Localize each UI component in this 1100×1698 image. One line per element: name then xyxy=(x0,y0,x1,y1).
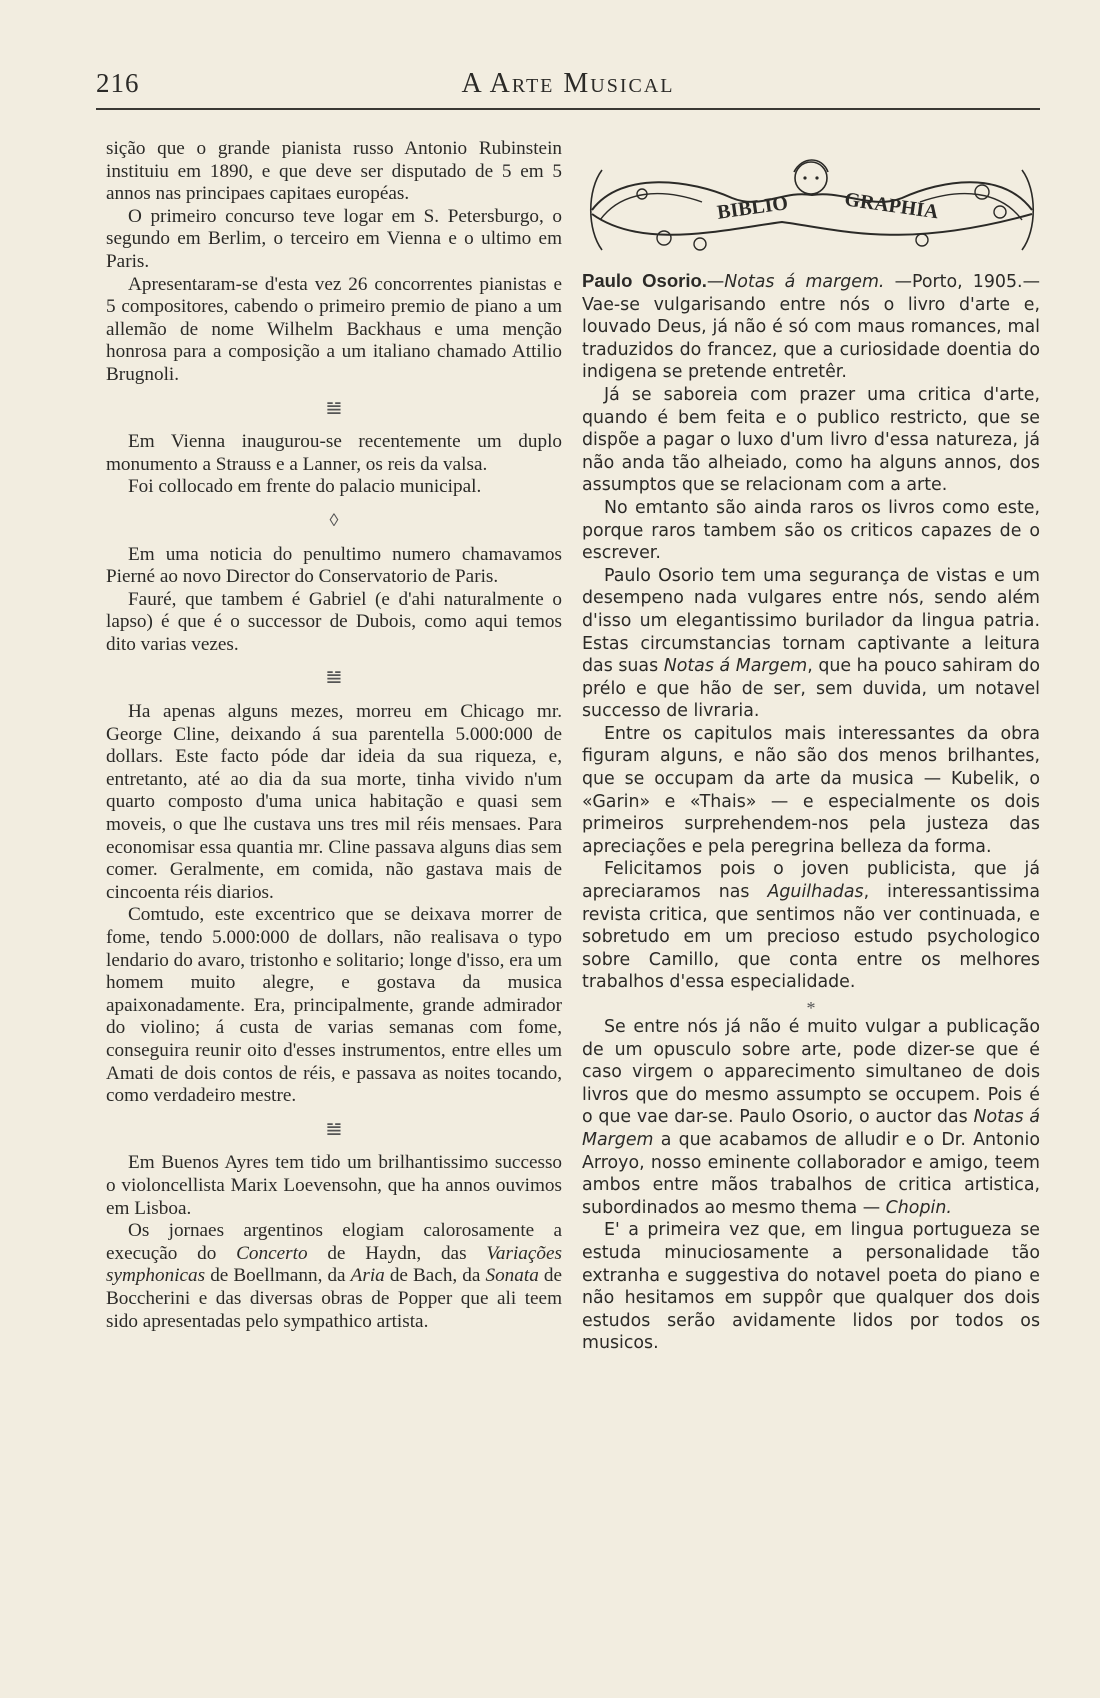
author-name: Paulo Osorio. xyxy=(582,270,707,291)
asterisk-icon: * xyxy=(806,998,816,1018)
text-run: , que ha pouco sahiram do prélo e que hão de ser, sem duvida, um notavel successo de livraria. xyxy=(582,656,1040,722)
book-title: Chopin. xyxy=(885,1197,952,1218)
text-run: de Boccherini e das diversas obras de Popper que ali teem sido apresentadas pelo sympathico artista. xyxy=(106,1265,562,1332)
running-title: A Arte Musical xyxy=(461,68,675,99)
star-separator xyxy=(582,1000,1040,1016)
article-paragraph: Em uma noticia do penultimo numero chamavamos Pierné ao novo Director do Conservatorio de Paris. xyxy=(106,543,562,588)
diamond-separator xyxy=(106,509,562,532)
page-header xyxy=(96,68,1040,108)
article-paragraph: Apresentaram-se d'esta vez 26 concorrentes pianistas e 5 compositores, cabendo o primeiro premio de piano a um allemão de nome Wilhelm Backhaus e uma menção honrosa para a composição a um italiano chamado Attilio Brugnoli. xyxy=(106,273,562,385)
work-title: Sonata xyxy=(485,1265,539,1287)
review-paragraph: E' a primeira vez que, em lingua portugueza se estuda minuciosamente a personalidade tão extranha e suggestiva do notavel poeta do piano e não hesitamos em suppôr que qualquer dos dois estudos serão avidamente lidos por todos os musicos. xyxy=(582,1220,1040,1354)
work-title: Concerto xyxy=(236,1242,308,1264)
banner-text-left: BIBLIO xyxy=(715,192,790,224)
article-paragraph: sição que o grande pianista russo Antonio Rubinstein instituiu em 1890, e que deve ser disputado de 5 em 5 annos nas principaes capitaes européas. xyxy=(106,138,562,205)
article-paragraph: Em Vienna inaugurou-se recentemente um duplo monumento a Strauss e a Lanner, os reis da valsa. xyxy=(106,431,562,475)
fleuron-icon: 𝌡 xyxy=(325,667,343,688)
fleuron-separator xyxy=(106,666,562,689)
review-paragraph: No emtanto são ainda raros os livros como este, porque raros tambem são os criticos capazes de o escrever. xyxy=(582,497,1040,564)
article-paragraph: Foi collocado em frente do palacio municipal. xyxy=(128,476,482,498)
text-run: Paulo Osorio tem uma segurança de vistas e um desempeno nada vulgares entre nós, sendo além d'isso um elegantissimo burilador da lingua patria. Estas circumstancias tornam captivante a leitura das suas xyxy=(582,565,1040,677)
review-paragraph xyxy=(582,565,1040,723)
fleuron-separator xyxy=(106,397,562,420)
right-column xyxy=(582,270,1040,1355)
journal-title: Aguilhadas xyxy=(767,882,864,903)
work-title: Aria xyxy=(350,1265,385,1287)
review-paragraph: Já se saboreia com prazer uma critica d'arte, quando é bem feita e o publico restricto, que se dispõe a pagar o luxo d'um livro d'essa natureza, já não anda tão alheiado, como ha alguns annos, dos assumptos que se relacionam com a arte. xyxy=(582,384,1040,496)
dash: — xyxy=(706,272,725,292)
text-run: a que acabamos de alludir e o Dr. Antonio Arroyo, nosso eminente collaborador e amigo, teem ambos entre mãos trabalhos de critica artistica, subordinados ao mesmo thema — xyxy=(582,1129,1040,1218)
article-paragraph: Comtudo, este excentrico que se deixava morrer de fome, tendo 5.000:000 de dollars, não realisava o typo lendario do avaro, tristonho e solitario; longe d'isso, era um homem muito alegre, e gostava da musica apaixonadamente. Era, principalmente, grande admirador do violino; á custa de varias semanas com fome, conseguira reunir oito d'esses instrumentos, entre elles um Amati de dois contos de réis, e passava as noites tocando, como verdadeiro mestre. xyxy=(106,904,562,1107)
text-run: Se entre nós já não é muito vulgar a publicação de um opusculo sobre arte, pode dizer-se que é caso virgem o apparecimento simultaneo de dois livros que do mesmo assumpto se occupem. Pois é o que vae dar-se. Paulo Osorio, o auctor das xyxy=(582,1017,1040,1128)
book-title: Notas á Margem xyxy=(663,656,808,677)
article-paragraph: Em Buenos Ayres tem tido um brilhantissimo successo o violoncellista Marix Loevensohn, que ha annos ouvimos em Lisboa. xyxy=(106,1152,562,1219)
header-rule xyxy=(96,108,1040,110)
text-run: , interessantissima revista critica, que sentimos não ver continuada, e sobretudo em um precioso estudo psychologico sobre Camillo, que conta entre os melhores trabalhos d'essa especialidade. xyxy=(582,882,1040,993)
bibliographia-banner xyxy=(582,150,1040,258)
book-title: Notas á Margem xyxy=(582,1107,1040,1150)
article-paragraph: O primeiro concurso teve logar em S. Petersburgo, o segundo em Berlim, o terceiro em Vienna e o ultimo em Paris. xyxy=(106,205,562,272)
work-title: Variações symphonicas xyxy=(106,1242,562,1287)
article-paragraph xyxy=(106,1220,562,1333)
review-paragraph xyxy=(582,1016,1040,1219)
text-run: Os jornaes argentinos elogiam calorosamente a execução do xyxy=(106,1220,562,1264)
text-run: —Porto, 1905.— Vae-se vulgarisando entre nós o livro d'arte e, louvado Deus, já não é só com maus romances, mal traduzidos do francez, que a curiosidade doentia do indigena se pretende entretêr. xyxy=(582,272,1040,383)
text-run: de Bach, da xyxy=(384,1265,486,1287)
page-number: 216 xyxy=(96,68,140,98)
article-paragraph: Fauré, que tambem é Gabriel (e d'ahi naturalmente o lapso) é que é o successor de Dubois, como aqui temos dito varias vezes. xyxy=(106,588,562,655)
text-run: de Haydn, das xyxy=(307,1242,487,1264)
review-paragraph xyxy=(582,270,1040,384)
fleuron-separator xyxy=(106,1118,562,1141)
book-title: Notas á margem. xyxy=(724,272,885,292)
article-paragraph: Ha apenas alguns mezes, morreu em Chicago mr. George Cline, deixando á sua parentella 5.000:000 de dollars. Este facto póde dar ideia da sua riqueza, e, entretanto, até ao dia da sua morte, tinha vivido n'um quarto composto d'uma unica habitação e quasi sem moveis, o que lhe custava uns tres mil réis mensaes. Para economisar essa quantia mr. Cline passava alguns dias sem comer. Geralmente, em comida, não gastava mais de cincoenta réis diarios. xyxy=(106,701,562,903)
banner-text-right: GRAPHIA xyxy=(843,188,940,224)
review-paragraph: Entre os capitulos mais interessantes da obra figuram alguns, e não são dos menos brilhantes, que se occupam da arte da musica — Kubelik, o «Garin» e «Thais» — e especialmente os dois primeiros surprehendem-nos pela justeza das apreciações e pela peregrina belleza da forma. xyxy=(582,723,1040,857)
diamond-icon: ◊ xyxy=(329,509,339,530)
art-nouveau-ornament-icon xyxy=(582,150,1040,258)
left-column xyxy=(106,138,562,1333)
text-run: de Boellmann, da xyxy=(205,1265,351,1287)
fleuron-icon: 𝌡 xyxy=(325,397,343,418)
review-paragraph xyxy=(582,858,1040,994)
text-run: Felicitamos pois o joven publicista, que já apreciaramos nas xyxy=(582,859,1040,903)
fleuron-icon: 𝌡 xyxy=(325,1118,343,1139)
